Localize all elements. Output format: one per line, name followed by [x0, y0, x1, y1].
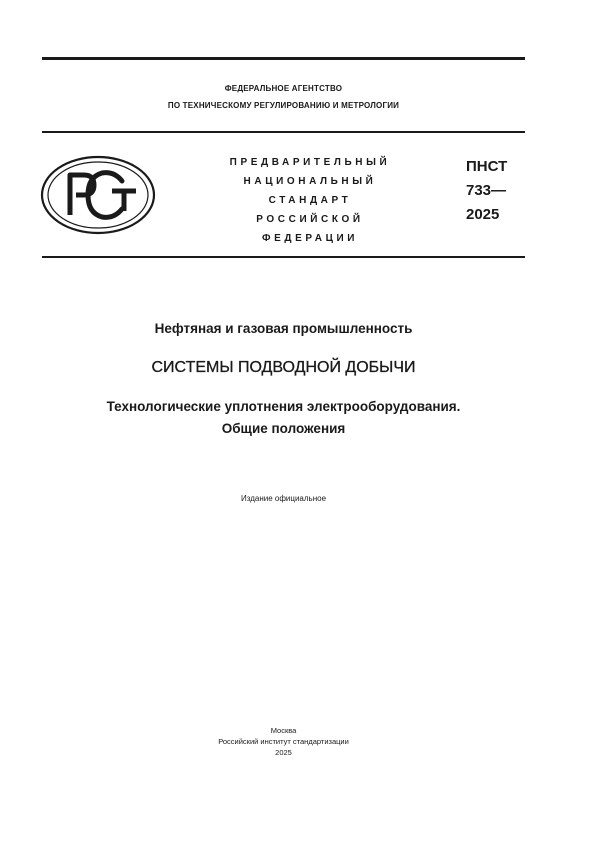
standard-number: 733— [466, 182, 507, 199]
standard-type-line-3: СТАНДАРТ [268, 195, 352, 206]
agency-line-2: ПО ТЕХНИЧЕСКОМУ РЕГУЛИРОВАНИЮ И МЕТРОЛОГИИ [167, 101, 400, 110]
standard-type-line-2: НАЦИОНАЛЬНЫЙ [243, 176, 377, 187]
standard-type-line-5: ФЕДЕРАЦИИ [261, 233, 359, 244]
subject-title-line-1: Технологические уплотнения электрооборудования. [106, 399, 461, 414]
standard-number-prefix: ПНСТ [466, 158, 508, 175]
system-title: СИСТЕМЫ ПОДВОДНОЙ ДОБЫЧИ [151, 359, 416, 376]
gost-rst-emblem-icon [40, 155, 158, 235]
edition-note: Издание официальное [240, 494, 327, 503]
standard-year: 2025 [466, 206, 500, 223]
top-rule [42, 57, 525, 60]
middle-rule [42, 131, 525, 133]
footer-publisher: Российский институт стандартизации [218, 737, 349, 746]
standard-type-line-4: РОССИЙСКОЙ [256, 214, 364, 225]
industry-title: Нефтяная и газовая промышленность [154, 321, 413, 336]
standard-type-line-1: ПРЕДВАРИТЕЛЬНЫЙ [229, 157, 391, 168]
agency-line-1: ФЕДЕРАЛЬНОЕ АГЕНТСТВО [224, 84, 343, 93]
footer-year: 2025 [275, 748, 292, 757]
footer-city: Москва [270, 726, 297, 735]
bottom-rule [42, 256, 525, 258]
subject-title-line-2: Общие положения [221, 421, 346, 436]
